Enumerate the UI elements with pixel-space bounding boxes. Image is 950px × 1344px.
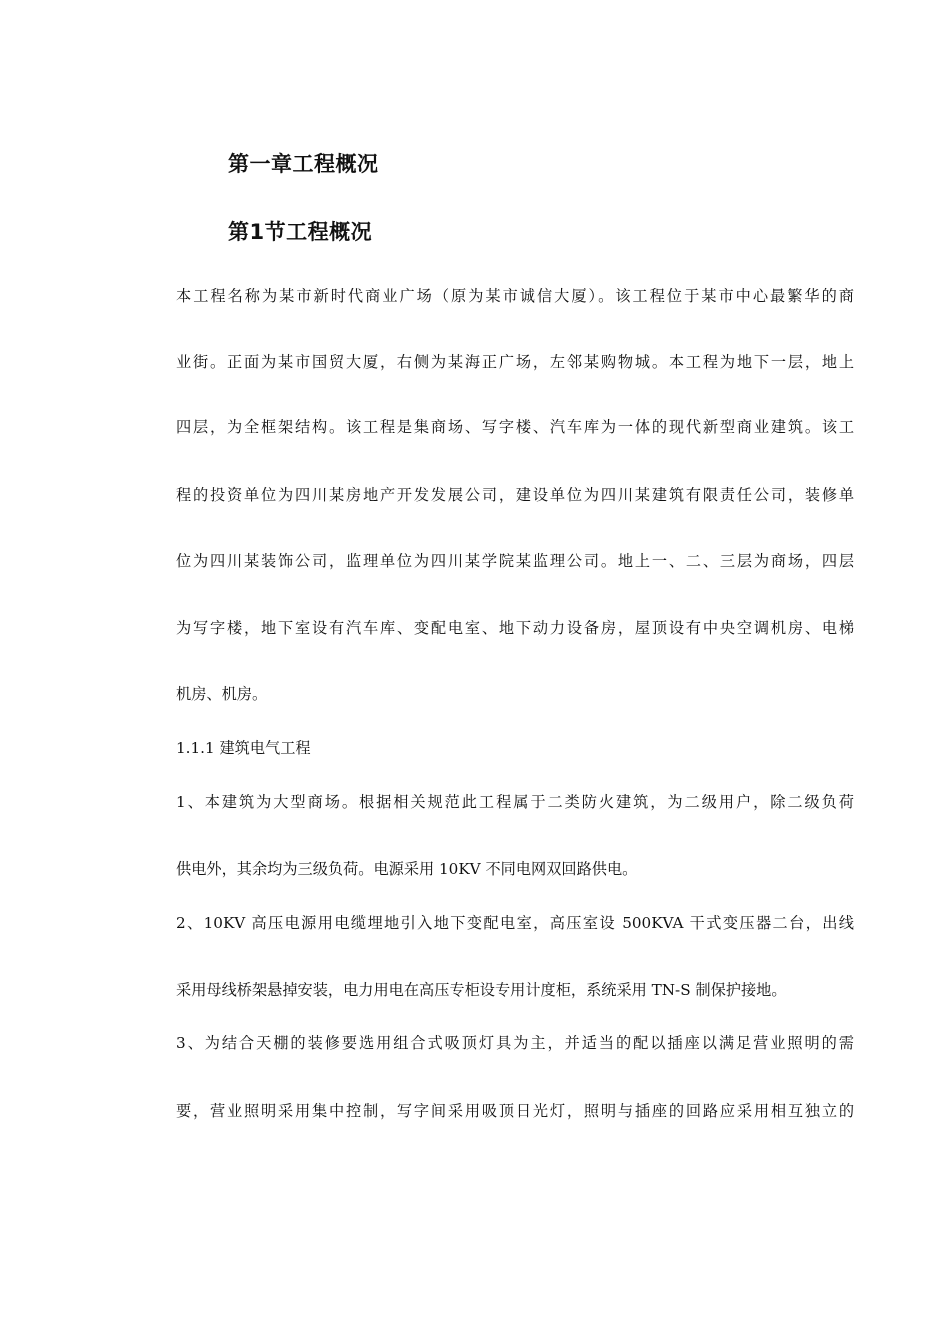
subsection-title: 1.1.1 建筑电气工程 (176, 739, 311, 757)
overview-line-5: 位为四川某装饰公司，监理单位为四川某学院某监理公司。地上一、二、三层为商场，四层 (176, 552, 854, 570)
overview-line-2: 业街。正面为某市国贸大厦，右侧为某海正广场，左邻某购物城。本工程为地下一层，地上 (176, 353, 854, 371)
item3-line-2: 要，营业照明采用集中控制，写字间采用吸顶日光灯，照明与插座的回路应采用相互独立的 (176, 1102, 854, 1120)
item1-line-1: 1、本建筑为大型商场。根据相关规范此工程属于二类防火建筑，为二级用户，除二级负荷 (176, 793, 854, 811)
overview-line-1: 本工程名称为某市新时代商业广场（原为某市诚信大厦）。该工程位于某市中心最繁华的商 (176, 287, 854, 305)
item2-line-1: 2、10KV 高压电源用电缆埋地引入地下变配电室，高压室设 500KVA 干式变压器二台，出线 (176, 914, 854, 932)
chapter-title: 第一章工程概况 (228, 152, 379, 176)
overview-line-6: 为写字楼，地下室设有汽车库、变配电室、地下动力设备房，屋顶设有中央空调机房、电梯 (176, 619, 854, 637)
item3-line-1: 3、为结合天棚的装修要选用组合式吸顶灯具为主，并适当的配以插座以满足营业照明的需 (176, 1034, 854, 1052)
overview-line-4: 程的投资单位为四川某房地产开发发展公司，建设单位为四川某建筑有限责任公司，装修单 (176, 486, 854, 504)
item1-line-2: 供电外，其余均为三级负荷。电源采用 10KV 不同电网双回路供电。 (176, 860, 638, 878)
overview-line-7: 机房、机房。 (176, 685, 268, 703)
item2-line-2: 采用母线桥架悬掉安装，电力用电在高压专柜设专用计度柜，系统采用 TN-S 制保护接地。 (176, 981, 787, 999)
overview-line-3: 四层，为全框架结构。该工程是集商场、写字楼、汽车库为一体的现代新型商业建筑。该工 (176, 418, 854, 436)
section-title: 第1节工程概况 (228, 220, 373, 244)
